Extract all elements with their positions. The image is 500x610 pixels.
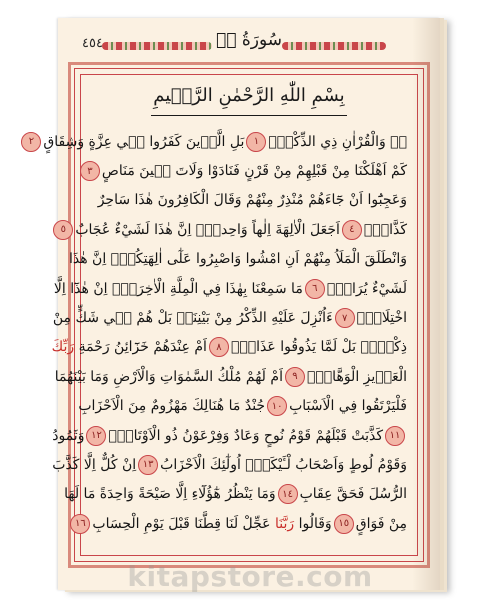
verse-number-marker: ١١ (385, 426, 405, 446)
verse-text: وَثَمُودُ (52, 427, 85, 444)
verse-number-marker: ١٤ (278, 484, 298, 504)
verse-number-marker: ٩ (285, 367, 305, 387)
surah-title: سُورَةُ صۤ (216, 30, 282, 50)
verse-text: اَمْ لَهُمْ مُلْكُ السَّمٰوَاتِ وَالْاَرْضِ وَمَا بَيْنَهُمَا (54, 368, 283, 385)
basmala: بِسْمِ اللّٰهِ الرَّحْمٰنِ الرَّح۪يمِ (153, 85, 345, 106)
verse-number-marker: ١٣ (138, 455, 158, 475)
verse-text: صۤ وَالْقُرْاٰنِ ذِي الذِّكْرِۜ (268, 133, 407, 150)
highlighted-word: رَبَّنَا (274, 515, 295, 532)
verse-number-marker: ١٥ (334, 514, 354, 534)
verse-line (52, 450, 407, 479)
highlighted-word: رَبِّكَ (51, 339, 75, 356)
verse-text: فَلْيَرْتَقُوا فِي الْاَسْبَابِ (289, 398, 407, 415)
verse-text: كَذَّابٌۚ (363, 221, 407, 238)
verse-text: الْعَز۪يزِ الْوَهَّابِۚ (306, 368, 407, 385)
verse-text: ءَاُنْزِلَ عَلَيْهِ الذِّكْرُ مِنْ بَيْنِنَاۜ بَلْ هُمْ ف۪ي شَكٍّ مِنْ (52, 310, 333, 327)
verse-number-marker: ٣ (80, 161, 100, 181)
verse-line (53, 274, 407, 303)
verse-line (68, 245, 407, 274)
verse-number-marker: ١٠ (267, 396, 287, 416)
verse-text: مَا سَمِعْنَا بِهٰذَا فِي الْمِلَّةِ الْاٰخِرَةِۚ اِنْ هٰذَٓا اِلَّا (53, 280, 303, 297)
verse-text: وَمَا يَنْظُرُ هٰٓؤُلَٓاءِ اِلَّا صَيْحَةً وَاحِدَةً مَا لَهَا (64, 486, 276, 503)
text-frame (28, 62, 430, 568)
verse-line (75, 509, 407, 538)
page-number: ٤٥٤ (82, 36, 103, 51)
verse-line (87, 156, 407, 185)
verse-number-marker: ١ (246, 132, 266, 152)
verse-text: وَقَالُوا رَبَّنَا عَجِّلْ لَنَا قِطَّنَا قَبْلَ يَوْمِ الْحِسَابِ (92, 515, 332, 532)
verse-number-marker: ١٢ (86, 426, 106, 446)
verse-text: اَجَعَلَ الْاٰلِهَةَ اِلٰهاً وَاحِداًۚ اِنَّ هٰذَا لَشَيْءٌ عُجَابٌ (75, 221, 340, 238)
quran-page (28, 18, 440, 590)
verse-line (64, 480, 407, 509)
verse-line (28, 127, 407, 156)
verse-text: كَذَّبَتْ قَبْلَهُمْ قَوْمُ نُوحٍ وَعَادٌ وَفِرْعَوْنُ ذُو الْاَوْتَادِۙ (108, 427, 383, 444)
verse-text: كَمْ اَهْلَكْنَا مِنْ قَبْلِهِمْ مِنْ قَرْنٍ فَنَادَوْا وَلَاتَ ح۪ينَ مَنَاصٍ (101, 163, 407, 180)
verse-line (52, 421, 407, 450)
verse-number-marker: ٧ (335, 308, 355, 328)
page-header (72, 28, 426, 60)
verse-number-marker: ٦ (305, 279, 325, 299)
verse-line (91, 186, 407, 215)
verse-line (52, 303, 407, 332)
verse-text: بَلِ الَّذ۪ينَ كَفَرُوا ف۪ي عِزَّةٍ وَشِقَاقٍ (43, 133, 245, 150)
verse-text: وَعَجِبُٓوا اَنْ جَٓاءَهُمْ مُنْذِرٌ مِنْهُمْ وَقَالَ الْكَافِرُونَ هٰذَا سَاحِرٌ (97, 192, 407, 209)
verse-text: وَانْطَلَقَ الْمَلَاُ مِنْهُمْ اَنِ امْشُوا وَاصْبِرُوا عَلٰٓى اٰلِهَتِكُمْۚ اِنَّ هٰذَا (68, 251, 407, 268)
verse-line (51, 333, 407, 362)
verse-text: وَقَوْمُ لُوطٍ وَاَصْحَابُ لْـَٔيْكَةِۜ اُولٰٓئِكَ الْاَحْزَابُ (160, 456, 407, 473)
verse-number-marker: ٢ (21, 132, 41, 152)
verse-text: جُنْدٌ مَا هُنَالِكَ مَهْزُومٌ مِنَ الْاَحْزَابِ (78, 398, 266, 415)
verse-text: اِنْ كُلٌّ اِلَّا كَذَّبَ (52, 456, 137, 473)
verse-text: الرُّسُلَ فَحَقَّ عِقَابِ (299, 486, 407, 503)
verse-text: لَشَيْءٌ يُرَادُۚ (326, 280, 407, 297)
verse-number-marker: ٤ (342, 220, 362, 240)
verse-text: مِنْ فَوَاقٍ (355, 515, 407, 532)
basmala-divider (151, 115, 347, 116)
verse-text: ذِكْر۪يۚ بَلْ لَمَّا يَذُوقُوا عَذَابِۜ (230, 339, 407, 356)
verse-text: اخْتِلَاقٌۚ (356, 310, 407, 327)
verse-line (60, 215, 407, 244)
watermark: kitapstore.com (127, 560, 373, 593)
verse-line (78, 392, 407, 421)
verse-number-marker: ٥ (53, 220, 73, 240)
verse-line (54, 362, 407, 391)
text-frame-inner (28, 74, 418, 556)
verse-lines (28, 127, 407, 538)
verse-number-marker: ٨ (209, 337, 229, 357)
verse-text: اَمْ عِنْدَهُمْ خَزَٓائِنُ رَحْمَةِ رَبِّكَ (51, 339, 207, 356)
verse-number-marker: ١٦ (70, 514, 90, 534)
